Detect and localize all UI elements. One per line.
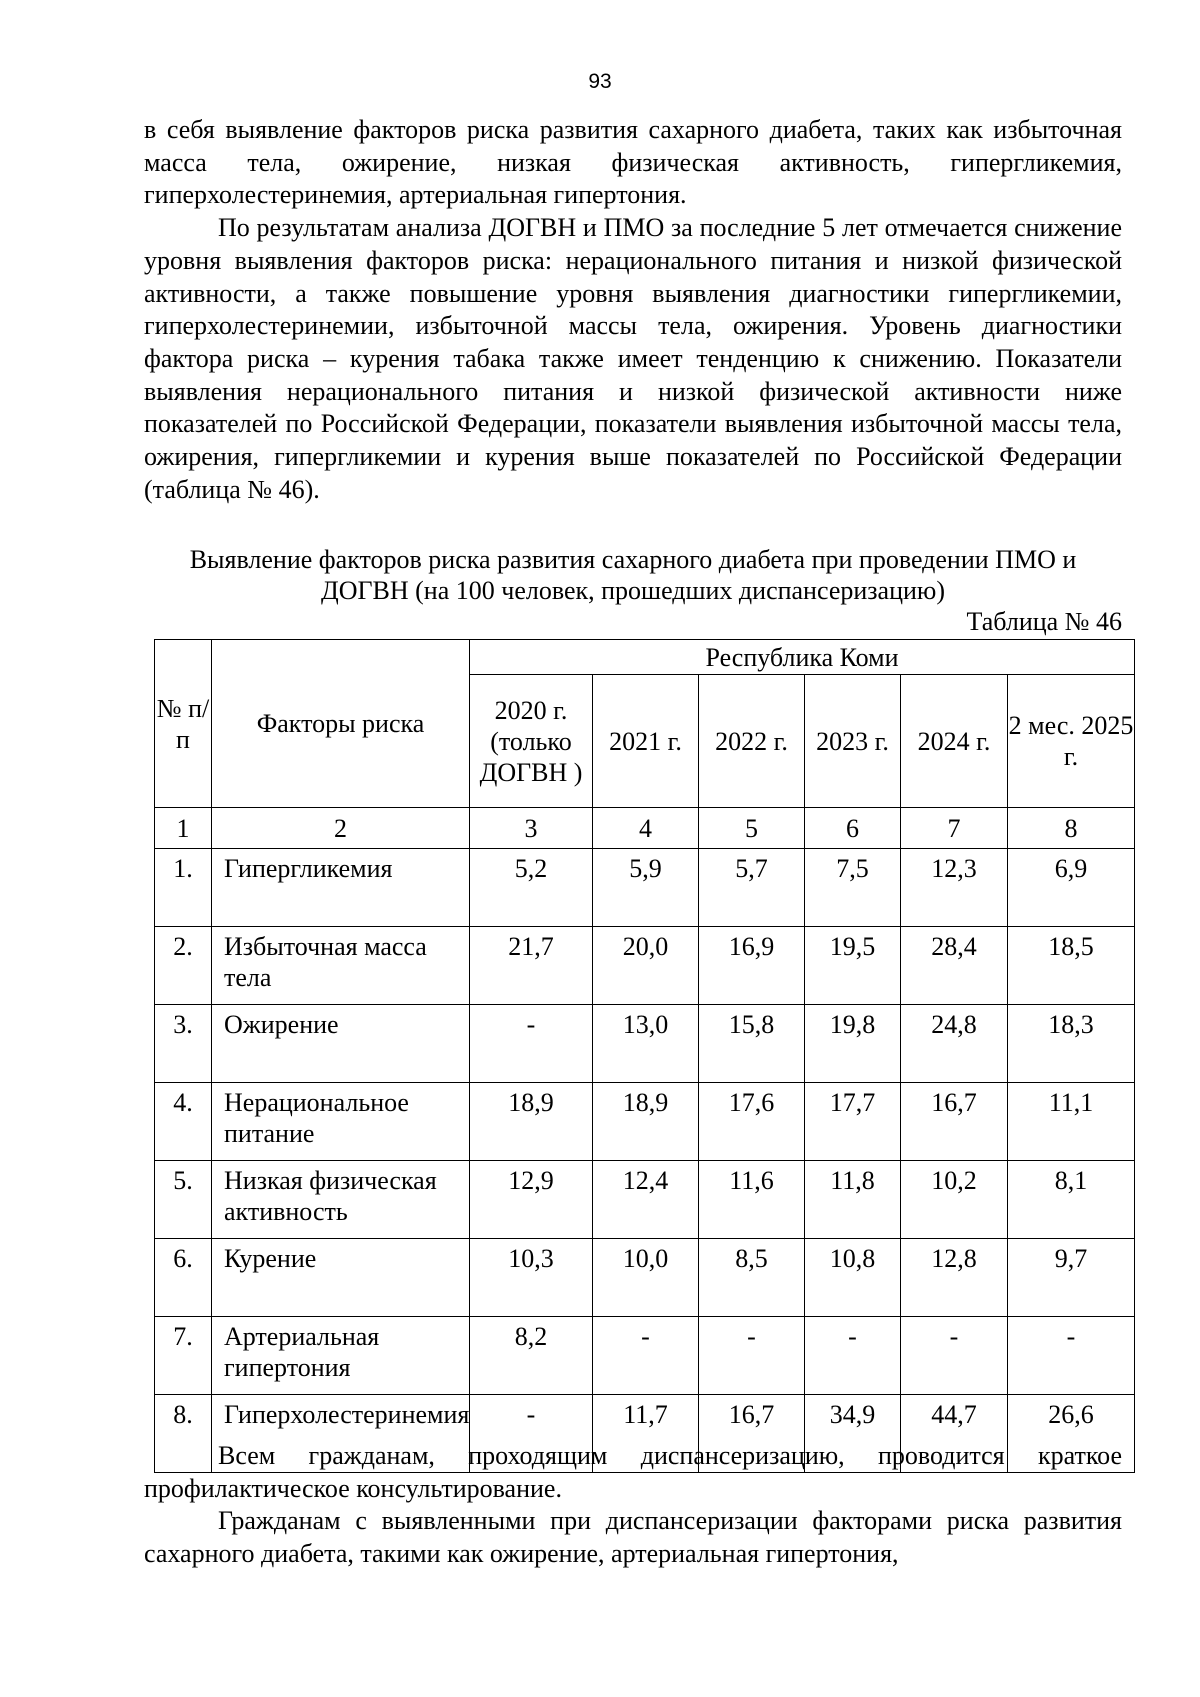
column-number-row bbox=[155, 808, 1135, 849]
row-index: 8. bbox=[155, 1395, 212, 1473]
column-number: 3 bbox=[470, 808, 593, 849]
column-number: 2 bbox=[212, 808, 470, 849]
value-cell: 18,9 bbox=[593, 1083, 699, 1161]
header-row-1 bbox=[155, 640, 1135, 675]
row-index: 6. bbox=[155, 1239, 212, 1317]
page-number: 93 bbox=[588, 70, 612, 93]
value-cell: 28,4 bbox=[901, 927, 1008, 1005]
value-cell: 6,9 bbox=[1008, 849, 1135, 927]
column-number: 5 bbox=[699, 808, 805, 849]
header-year-2023: 2023 г. bbox=[805, 675, 901, 808]
header-year-2025: 2 мес. 2025 г. bbox=[1008, 675, 1135, 808]
value-cell: 21,7 bbox=[470, 927, 593, 1005]
value-cell: 16,7 bbox=[699, 1395, 805, 1473]
body-text-bottom bbox=[144, 1440, 1122, 1571]
header-region: Республика Коми bbox=[470, 640, 1135, 675]
header-factor: Факторы риска bbox=[212, 640, 470, 808]
row-factor: Артериальная гипертония bbox=[212, 1317, 470, 1395]
column-number: 8 bbox=[1008, 808, 1135, 849]
header-year-2024: 2024 г. bbox=[901, 675, 1008, 808]
table-caption: Выявление факторов риска развития сахарного диабета при проведении ПМО и ДОГВН (на 100 человек, прошедших диспансеризацию) bbox=[189, 545, 1077, 605]
value-cell: - bbox=[470, 1395, 593, 1473]
paragraph-consulting: Всем гражданам, проходящим диспансеризацию, проводится краткое профилактическое консультирование. bbox=[144, 1441, 1122, 1503]
value-cell: 12,4 bbox=[593, 1161, 699, 1239]
value-cell: 13,0 bbox=[593, 1005, 699, 1083]
value-cell: 34,9 bbox=[805, 1395, 901, 1473]
row-factor: Гипергликемия bbox=[212, 849, 470, 927]
value-cell: 7,5 bbox=[805, 849, 901, 927]
value-cell: 11,8 bbox=[805, 1161, 901, 1239]
value-cell: - bbox=[593, 1317, 699, 1395]
value-cell: 10,0 bbox=[593, 1239, 699, 1317]
row-factor: Избыточная масса тела bbox=[212, 927, 470, 1005]
row-index: 5. bbox=[155, 1161, 212, 1239]
value-cell: 10,8 bbox=[805, 1239, 901, 1317]
value-cell: 15,8 bbox=[699, 1005, 805, 1083]
value-cell: 12,3 bbox=[901, 849, 1008, 927]
value-cell: 17,6 bbox=[699, 1083, 805, 1161]
row-index: 7. bbox=[155, 1317, 212, 1395]
value-cell: 8,2 bbox=[470, 1317, 593, 1395]
table-row bbox=[155, 1005, 1135, 1083]
value-cell: 9,7 bbox=[1008, 1239, 1135, 1317]
header-year-2021: 2021 г. bbox=[593, 675, 699, 808]
table-row bbox=[155, 1239, 1135, 1317]
header-num: № п/п bbox=[155, 640, 212, 808]
value-cell: 20,0 bbox=[593, 927, 699, 1005]
body-text-top bbox=[144, 114, 1122, 506]
table-row bbox=[155, 1083, 1135, 1161]
risk-factors-table bbox=[154, 639, 1135, 1473]
header-year-2022: 2022 г. bbox=[699, 675, 805, 808]
value-cell: - bbox=[470, 1005, 593, 1083]
row-factor: Ожирение bbox=[212, 1005, 470, 1083]
value-cell: 11,6 bbox=[699, 1161, 805, 1239]
header-year-2020: 2020 г. (только ДОГВН ) bbox=[470, 675, 593, 808]
row-index: 1. bbox=[155, 849, 212, 927]
paragraph-continuation: в себя выявление факторов риска развития сахарного диабета, таких как избыточная масса тела, ожирение, низкая физическая активность, гипергликемия, гиперхолестеринемия, артериальная гипертония. bbox=[144, 115, 1122, 210]
value-cell: 18,5 bbox=[1008, 927, 1135, 1005]
row-index: 3. bbox=[155, 1005, 212, 1083]
value-cell: - bbox=[901, 1317, 1008, 1395]
value-cell: 16,9 bbox=[699, 927, 805, 1005]
value-cell: 12,9 bbox=[470, 1161, 593, 1239]
value-cell: - bbox=[699, 1317, 805, 1395]
table-row bbox=[155, 1161, 1135, 1239]
value-cell: - bbox=[1008, 1317, 1135, 1395]
table-label: Таблица № 46 bbox=[966, 607, 1122, 636]
row-factor: Нерациональное питание bbox=[212, 1083, 470, 1161]
value-cell: 19,5 bbox=[805, 927, 901, 1005]
value-cell: 5,7 bbox=[699, 849, 805, 927]
row-factor: Гиперхолестеринемия bbox=[212, 1395, 470, 1473]
column-number: 6 bbox=[805, 808, 901, 849]
value-cell: 19,8 bbox=[805, 1005, 901, 1083]
value-cell: 11,1 bbox=[1008, 1083, 1135, 1161]
table-row bbox=[155, 927, 1135, 1005]
value-cell: - bbox=[805, 1317, 901, 1395]
value-cell: 16,7 bbox=[901, 1083, 1008, 1161]
value-cell: 10,2 bbox=[901, 1161, 1008, 1239]
value-cell: 8,1 bbox=[1008, 1161, 1135, 1239]
row-factor: Низкая физическая активность bbox=[212, 1161, 470, 1239]
table-row bbox=[155, 849, 1135, 927]
value-cell: 10,3 bbox=[470, 1239, 593, 1317]
row-index: 4. bbox=[155, 1083, 212, 1161]
value-cell: 26,6 bbox=[1008, 1395, 1135, 1473]
value-cell: 44,7 bbox=[901, 1395, 1008, 1473]
value-cell: 17,7 bbox=[805, 1083, 901, 1161]
value-cell: 18,9 bbox=[470, 1083, 593, 1161]
row-index: 2. bbox=[155, 927, 212, 1005]
value-cell: 18,3 bbox=[1008, 1005, 1135, 1083]
value-cell: 5,2 bbox=[470, 849, 593, 927]
value-cell: 8,5 bbox=[699, 1239, 805, 1317]
column-number: 4 bbox=[593, 808, 699, 849]
table-row bbox=[155, 1317, 1135, 1395]
value-cell: 12,8 bbox=[901, 1239, 1008, 1317]
column-number: 7 bbox=[901, 808, 1008, 849]
value-cell: 24,8 bbox=[901, 1005, 1008, 1083]
row-factor: Курение bbox=[212, 1239, 470, 1317]
value-cell: 5,9 bbox=[593, 849, 699, 927]
paragraph-analysis: По результатам анализа ДОГВН и ПМО за последние 5 лет отмечается снижение уровня выявления факторов риска: нерационального питания и низкой физической активности, а также повышение уровня выявления диагностики гипергликемии, гиперхолестеринемии, избыточной массы тела, ожирения. Уровень диагностики фактора риска – курения табака также имеет тенденцию к снижению. Показатели выявления нерационального питания и низкой физической активности ниже показателей по Российской Федерации, показатели выявления избыточной массы тела, ожирения, гипергликемии и курения выше показателей по Российской Федерации (таблица № 46). bbox=[144, 213, 1122, 504]
paragraph-citizens: Гражданам с выявленными при диспансеризации факторами риска развития сахарного диабета, такими как ожирение, артериальная гипертония, bbox=[144, 1506, 1122, 1569]
value-cell: 11,7 bbox=[593, 1395, 699, 1473]
column-number: 1 bbox=[155, 808, 212, 849]
